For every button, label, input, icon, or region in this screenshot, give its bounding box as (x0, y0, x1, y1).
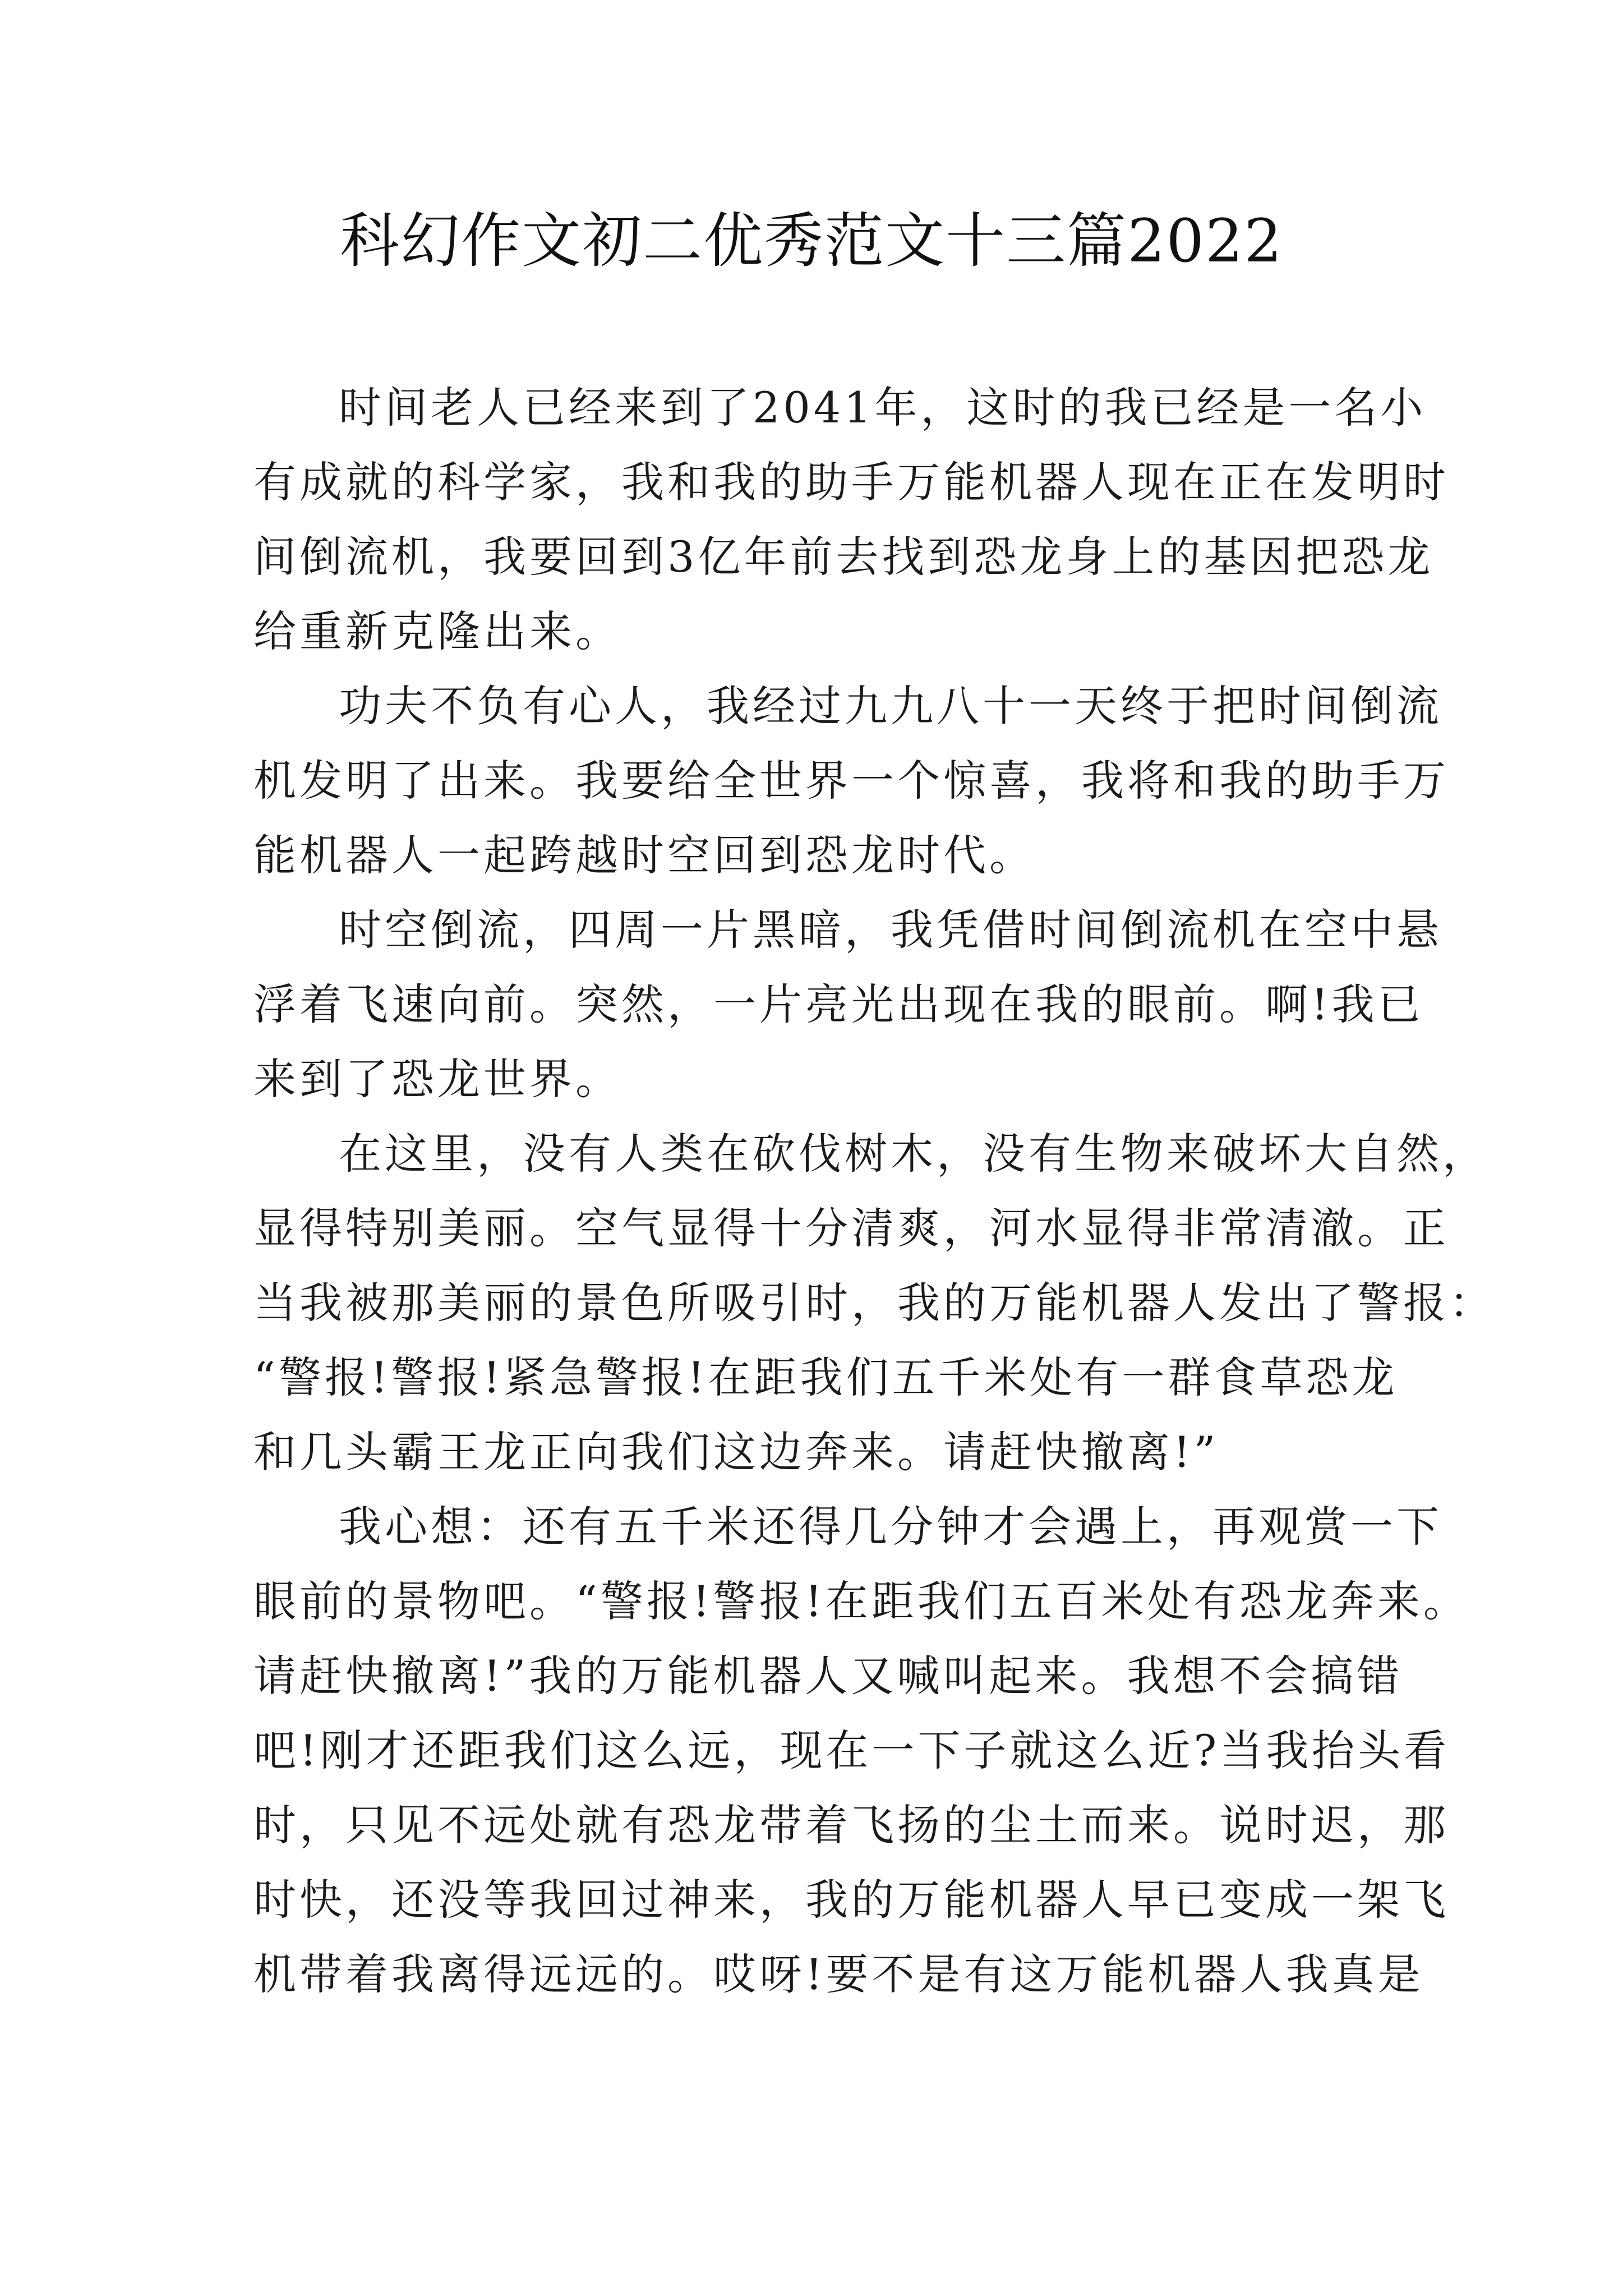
paragraph-line: 时间老人已经来到了2041年，这时的我已经是一名小 (339, 383, 1427, 432)
paragraph-line: 我心想：还有五千米还得几分钟才会遇上，再观赏一下 (339, 1502, 1442, 1552)
paragraph-line: 浮着飞速向前。突然，一片亮光出现在我的眼前。啊!我已 (253, 979, 1424, 1029)
paragraph-line: 能机器人一起跨越时空回到恐龙时代。 (253, 830, 1035, 880)
paragraph-line: 吧!刚才还距我们这么远，现在一下子就这么近?当我抬头看 (253, 1726, 1450, 1775)
paragraph-line: 来到了恐龙世界。 (253, 1054, 621, 1104)
paragraph-line: 给重新克隆出来。 (253, 606, 621, 656)
paragraph-line: 显得特别美丽。空气显得十分清爽，河水显得非常清澈。正 (253, 1203, 1449, 1253)
paragraph-line: 时空倒流，四周一片黑暗，我凭借时间倒流机在空中悬 (339, 905, 1442, 955)
paragraph-line: 机发明了出来。我要给全世界一个惊喜，我将和我的助手万 (253, 756, 1449, 806)
paragraph-line: 机带着我离得远远的。哎呀!要不是有这万能机器人我真是 (253, 1949, 1424, 1999)
paragraph-line: 当我被那美丽的景色所吸引时，我的万能机器人发出了警报： (253, 1278, 1495, 1328)
paragraph-line: 有成就的科学家，我和我的助手万能机器人现在正在发明时 (253, 457, 1449, 507)
paragraph-line: 在这里，没有人类在砍伐树木，没有生物来破坏大自然， (339, 1129, 1488, 1179)
document-title: 科幻作文初二优秀范文十三篇2022 (340, 206, 1283, 275)
paragraph-line: 和几头霸王龙正向我们这边奔来。请赶快撤离!” (253, 1427, 1219, 1477)
paragraph-line: 请赶快撤离!”我的万能机器人又喊叫起来。我想不会搞错 (253, 1651, 1403, 1701)
paragraph-line: 时，只见不远处就有恐龙带着飞扬的尘土而来。说时迟，那 (253, 1800, 1449, 1850)
paragraph-line: 间倒流机，我要回到3亿年前去找到恐龙身上的基因把恐龙 (253, 532, 1434, 582)
paragraph-line: 眼前的景物吧。“警报!警报!在距我们五百米处有恐龙奔来。 (253, 1576, 1469, 1626)
paragraph-line: 功夫不负有心人，我经过九九八十一天终于把时间倒流 (339, 681, 1442, 731)
document-body (253, 370, 1495, 2012)
paragraph-line: 时快，还没等我回过神来，我的万能机器人早已变成一架飞 (253, 1875, 1449, 1925)
paragraph-line: “警报!警报!紧急警报!在距我们五千米处有一群食草恐龙 (253, 1352, 1398, 1402)
